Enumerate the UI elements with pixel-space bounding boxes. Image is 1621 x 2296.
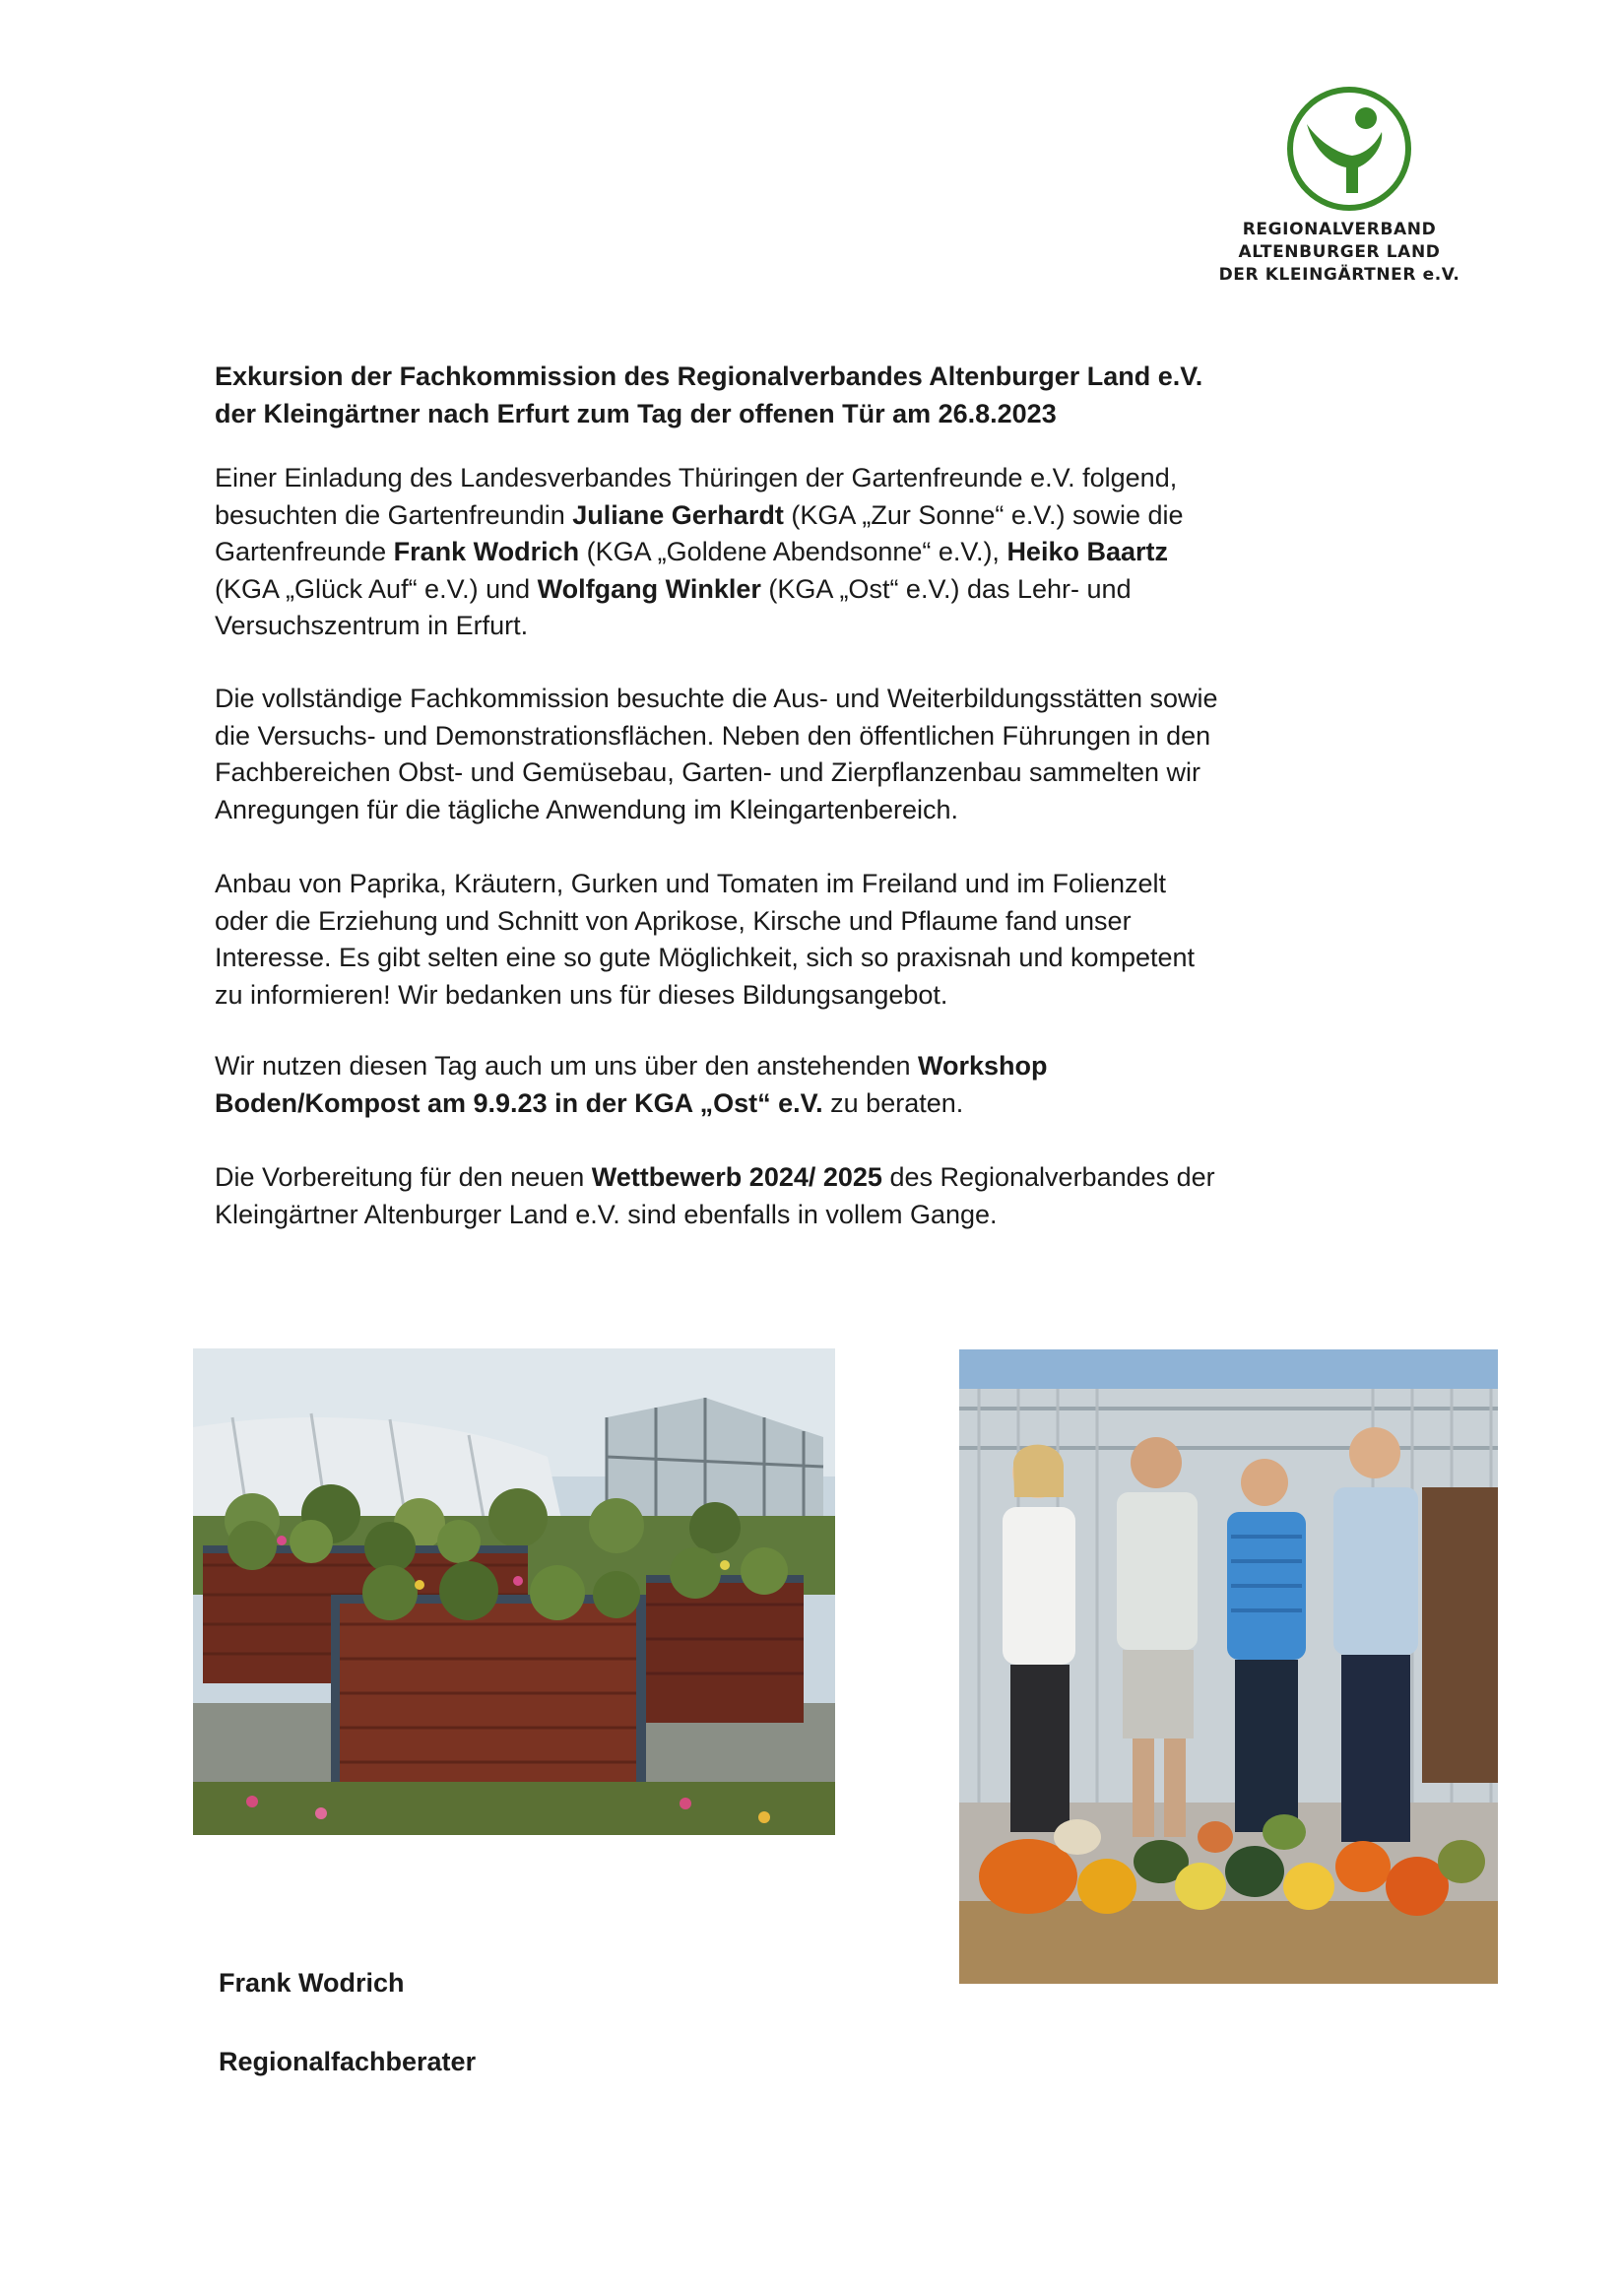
p3-line-1: Anbau von Paprika, Kräutern, Gurken und Tomaten im Freiland und im Folienzelt xyxy=(215,869,1167,898)
p4-text: Wir nutzen diesen Tag auch um uns über den anstehenden xyxy=(215,1051,918,1081)
signature-name: Frank Wodrich xyxy=(219,1968,405,1998)
p2-line-4: Anregungen für die tägliche Anwendung im Kleingartenbereich. xyxy=(215,794,959,824)
workshop-highlight: Boden/Kompost am 9.9.23 in der KGA „Ost“ e.V. xyxy=(215,1087,823,1118)
p1-text: Gartenfreunde xyxy=(215,537,394,566)
title-line-1: Exkursion der Fachkommission des Regionalverbandes Altenburger Land e.V. xyxy=(215,361,1203,391)
workshop-highlight: Workshop xyxy=(917,1051,1048,1081)
signature-role: Regionalfachberater xyxy=(219,2047,477,2076)
person-name: Wolfgang Winkler xyxy=(537,573,761,604)
p1-text: (KGA „Zur Sonne“ e.V.) sowie die xyxy=(783,499,1184,530)
gardener-figure-icon xyxy=(1285,85,1413,213)
p1-line-2 xyxy=(215,497,1456,535)
p1-line-1: Einer Einladung des Landesverbandes Thüringen der Gartenfreunde e.V. folgend, xyxy=(215,463,1178,492)
p1-line-4 xyxy=(215,571,1456,609)
paragraph-commission xyxy=(215,681,1456,828)
org-line-1: REGIONALVERBAND xyxy=(1242,220,1437,239)
document-title xyxy=(215,358,1456,432)
organization-name xyxy=(1172,219,1507,287)
title-line-2: der Kleingärtner nach Erfurt zum Tag der offenen Tür am 26.8.2023 xyxy=(215,399,1057,428)
org-line-2: ALTENBURGER LAND xyxy=(1238,242,1441,262)
p1-line-3 xyxy=(215,534,1456,571)
paragraph-cultivation xyxy=(215,866,1456,1014)
p1-text: besuchten die Gartenfreundin xyxy=(215,499,573,530)
photo-raised-beds xyxy=(193,1348,835,1835)
p5-line-2: Kleingärtner Altenburger Land e.V. sind ebenfalls in vollem Gange. xyxy=(215,1199,998,1229)
p2-line-3: Fachbereichen Obst- und Gemüsebau, Garten- und Zierpflanzenbau sammelten wir xyxy=(215,757,1201,787)
p2-line-2: die Versuchs- und Demonstrationsflächen. Neben den öffentlichen Führungen in den xyxy=(215,720,1211,751)
p3-line-4: zu informieren! Wir bedanken uns für dieses Bildungsangebot. xyxy=(215,979,948,1010)
photo-group-with-harvest xyxy=(959,1349,1498,1984)
competition-highlight: Wettbewerb 2024/ 2025 xyxy=(591,1162,882,1192)
p2-line-1: Die vollständige Fachkommission besuchte die Aus- und Weiterbildungsstätten sowie xyxy=(215,684,1218,713)
paragraph-workshop xyxy=(215,1048,1456,1122)
p3-line-3: Interesse. Es gibt selten eine so gute Möglichkeit, sich so praxisnah und kompetent xyxy=(215,943,1196,972)
p1-line-5: Versuchszentrum in Erfurt. xyxy=(215,611,529,640)
person-name: Juliane Gerhardt xyxy=(572,499,784,530)
p3-line-2: oder die Erziehung und Schnitt von Aprikose, Kirsche und Pflaume fand unser xyxy=(215,905,1132,936)
p1-text: (KGA „Glück Auf“ e.V.) und xyxy=(215,573,538,604)
paragraph-competition xyxy=(215,1159,1456,1233)
p4-line-2 xyxy=(215,1085,1456,1123)
p1-text: (KGA „Ost“ e.V.) das Lehr- und xyxy=(760,573,1132,604)
org-line-3: DER KLEINGÄRTNER e.V. xyxy=(1218,265,1460,285)
p5-text: des Regionalverbandes der xyxy=(881,1162,1215,1192)
p4-text: zu beraten. xyxy=(822,1087,964,1118)
p5-line-1 xyxy=(215,1159,1456,1197)
p1-text: (KGA „Goldene Abendsonne“ e.V.), xyxy=(579,537,1007,566)
person-name: Frank Wodrich xyxy=(393,537,580,566)
person-name: Heiko Baartz xyxy=(1006,537,1168,566)
p4-line-1 xyxy=(215,1048,1456,1085)
paragraph-invitation xyxy=(215,460,1456,645)
p5-text: Die Vorbereitung für den neuen xyxy=(215,1162,592,1192)
